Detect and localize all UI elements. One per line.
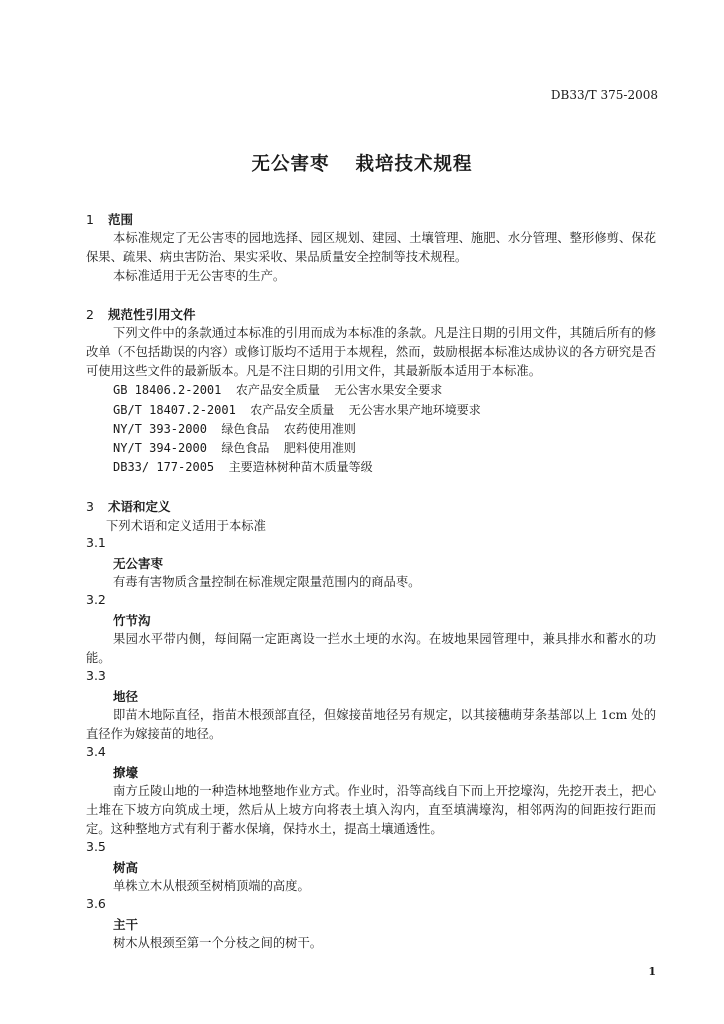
section-number: 2 <box>86 307 94 322</box>
clause-number: 3.1 <box>86 535 106 550</box>
section-3-intro: 下列术语和定义适用于本标准 <box>106 519 266 533</box>
clause-number: 3.3 <box>86 668 106 683</box>
section-1-paragraph-scope: 本标准规定了无公害枣的园地选择、园区规划、建园、土壤管理、施肥、水分管理、整形修剪、保花保果、疏果、病虫害防治、果实采收、果品质量安全控制等技术规程。 <box>86 231 656 264</box>
reference-item: NY/T 393-2000 绿色食品 农药使用准则 <box>113 422 356 436</box>
section-3-heading <box>86 497 171 515</box>
term-definition: 南方丘陵山地的一种造林地整地作业方式。作业时，沿等高线自下而上开挖壕沟，先挖开表土，把心土堆在下坡方向筑成土埂，然后从上坡方向将表土填入沟内，直至填满壕沟，相邻两沟的间距按行距而定。这种整地方式有利于蓄水保墒，保持水土，提高土壤通透性。 <box>86 784 656 836</box>
reference-item: GB 18406.2-2001 农产品安全质量 无公害水果安全要求 <box>113 383 443 397</box>
section-2-paragraph: 下列文件中的条款通过本标准的引用而成为本标准的条款。凡是注日期的引用文件，其随后所有的修改单（不包括勘误的内容）或修订版均不适用于本规程，然而，鼓励根据本标准达成协议的各方研究是否可使用这些文件的最新版本。凡是不注日期的引用文件，其最新版本适用于本标准。 <box>86 326 656 378</box>
term-title: 竹节沟 <box>113 613 151 628</box>
section-1-heading <box>86 210 133 228</box>
term-definition: 树木从根颈至第一个分枝之间的树干。 <box>113 936 323 950</box>
standard-code: DB33/T 375-2008 <box>550 88 658 102</box>
section-title: 术语和定义 <box>108 499 171 514</box>
document-title <box>0 150 724 176</box>
title-part2: 栽培技术规程 <box>355 154 473 175</box>
page-number: 1 <box>648 965 656 978</box>
reference-item: GB/T 18407.2-2001 农产品安全质量 无公害水果产地环境要求 <box>113 403 481 417</box>
reference-item: NY/T 394-2000 绿色食品 肥料使用准则 <box>113 441 356 455</box>
title-part1: 无公害枣 <box>251 154 330 175</box>
section-1-paragraph-applicability: 本标准适用于无公害枣的生产。 <box>113 269 286 283</box>
clause-number: 3.2 <box>86 592 106 607</box>
term-title: 主干 <box>113 917 139 932</box>
term-definition: 单株立木从根颈至树梢顶端的高度。 <box>113 879 310 893</box>
term-title: 树高 <box>113 860 139 875</box>
clause-number: 3.5 <box>86 839 106 854</box>
clause-number: 3.4 <box>86 744 106 759</box>
term-definition: 有毒有害物质含量控制在标准规定限量范围内的商品枣。 <box>113 575 421 589</box>
term-title: 无公害枣 <box>113 556 164 571</box>
reference-item: DB33/ 177-2005 主要造林树种苗木质量等级 <box>113 460 373 474</box>
term-title: 撩壕 <box>113 765 139 780</box>
section-title: 规范性引用文件 <box>108 307 196 322</box>
section-number: 1 <box>86 212 94 227</box>
section-number: 3 <box>86 499 94 514</box>
clause-number: 3.6 <box>86 896 106 911</box>
term-title: 地径 <box>113 689 139 704</box>
term-definition: 果园水平带内侧，每间隔一定距离设一拦水土埂的水沟。在坡地果园管理中，兼具排水和蓄水的功能。 <box>86 632 656 665</box>
term-definition: 即苗木地际直径，指苗木根颈部直径，但嫁接苗地径另有规定，以其接穗萌芽条基部以上 1cm 处的直径作为嫁接苗的地径。 <box>86 708 656 741</box>
section-2-heading <box>86 305 196 323</box>
section-title: 范围 <box>108 212 134 227</box>
